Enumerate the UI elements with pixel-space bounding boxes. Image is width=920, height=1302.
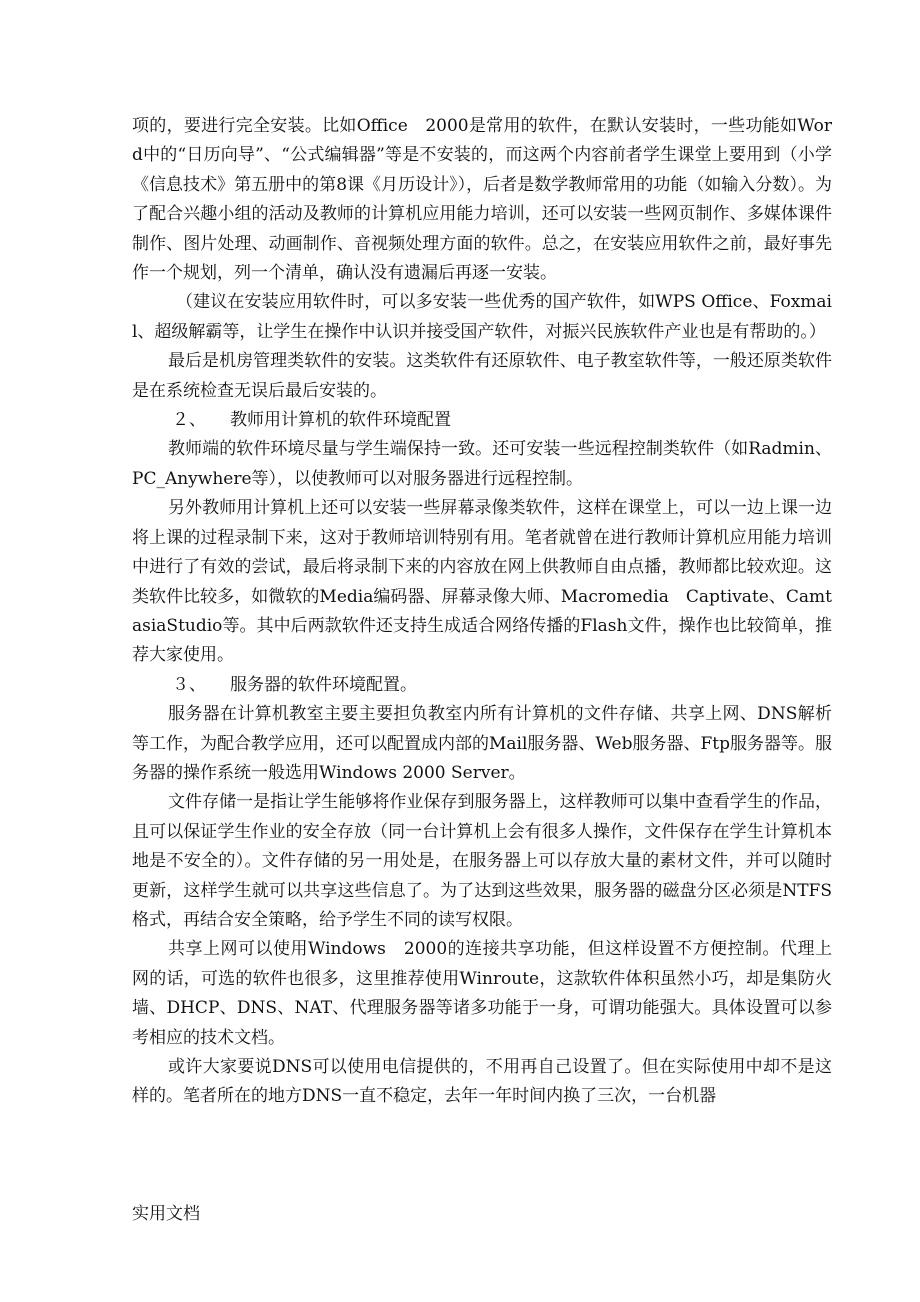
page-footer: 实用文档 xyxy=(132,1204,200,1224)
paragraph-dns: 或许大家要说DNS可以使用电信提供的，不用再自己设置了。但在实际使用中却不是这样的。笔者所在的地方DNS一直不稳定，去年一年时间内换了三次，一台机器 xyxy=(132,1057,832,1107)
paragraph-management-software: 最后是机房管理类软件的安装。这类软件有还原软件、电子教室软件等，一般还原类软件是在系统检查无误后最后安装的。 xyxy=(132,351,832,401)
section-heading-teacher-computer xyxy=(132,406,832,435)
paragraph-teacher-remote-control: 教师端的软件环境尽量与学生端保持一致。还可安装一些远程控制类软件（如Radmin、PC_Anywhere等），以使教师可以对服务器进行远程控制。 xyxy=(132,439,832,489)
paragraph-software-install: 项的，要进行完全安装。比如Office 2000是常用的软件，在默认安装时，一些功能如Word中的“日历向导”、“公式编辑器”等是不安装的，而这两个内容前者学生课堂上要用到（小学《信息技术》第五册中的第8课《月历设计》），后者是数学教师常用的功能（如输入分数）。为了配合兴趣小组的活动及教师的计算机应用能力培训，还可以安装一些网页制作、多媒体课件制作、图片处理、动画制作、音视频处理方面的软件。总之，在安装应用软件之前，最好事先作一个规划，列一个清单，确认没有遗漏后再逐一安装。 xyxy=(132,116,832,284)
section-title: 服务器的软件环境配置。 xyxy=(230,674,417,695)
paragraph-shared-internet: 共享上网可以使用Windows 2000的连接共享功能，但这样设置不方便控制。代理上网的话，可选的软件也很多，这里推荐使用Winroute，这款软件体积虽然小巧，却是集防火墙、DHCP、DNS、NAT、代理服务器等诸多功能于一身，可谓功能强大。具体设置可以参考相应的技术文档。 xyxy=(132,939,832,1048)
section-heading-server xyxy=(132,671,832,700)
paragraph-domestic-software-note: （建议在安装应用软件时，可以多安装一些优秀的国产软件，如WPS Office、Foxmail、超级解霸等，让学生在操作中认识并接受国产软件，对振兴民族软件产业也是有帮助的。） xyxy=(132,292,832,342)
section-number: ２、 xyxy=(172,410,206,431)
paragraph-file-storage: 文件存储一是指让学生能够将作业保存到服务器上，这样教师可以集中查看学生的作品，且可以保证学生作业的安全存放（同一台计算机上会有很多人操作，文件保存在学生计算机本地是不安全的）。文件存储的另一用处是，在服务器上可以存放大量的素材文件，并可以随时更新，这样学生就可以共享这些信息了。为了达到这些效果，服务器的磁盘分区必须是NTFS格式，再结合安全策略，给予学生不同的读写权限。 xyxy=(132,792,832,930)
paragraph-server-role: 服务器在计算机教室主要主要担负教室内所有计算机的文件存储、共享上网、DNS解析等工作，为配合教学应用，还可以配置成内部的Mail服务器、Web服务器、Ftp服务器等。服务器的操作系统一般选用Windows 2000 Server。 xyxy=(132,704,832,783)
document-body xyxy=(132,112,832,1112)
section-title: 教师用计算机的软件环境配置 xyxy=(230,410,451,431)
paragraph-screen-recording: 另外教师用计算机上还可以安装一些屏幕录像类软件，这样在课堂上，可以一边上课一边将上课的过程录制下来，这对于教师培训特别有用。笔者就曾在进行教师计算机应用能力培训中进行了有效的尝试，最后将录制下来的内容放在网上供教师自由点播，教师都比较欢迎。这类软件比较多，如微软的Media编码器、屏幕录像大师、Macromedia Captivate、CamtasiaStudio等。其中后两款软件还支持生成适合网络传播的Flash文件，操作也比较简单，推荐大家使用。 xyxy=(132,498,832,666)
section-number: ３、 xyxy=(172,674,206,695)
